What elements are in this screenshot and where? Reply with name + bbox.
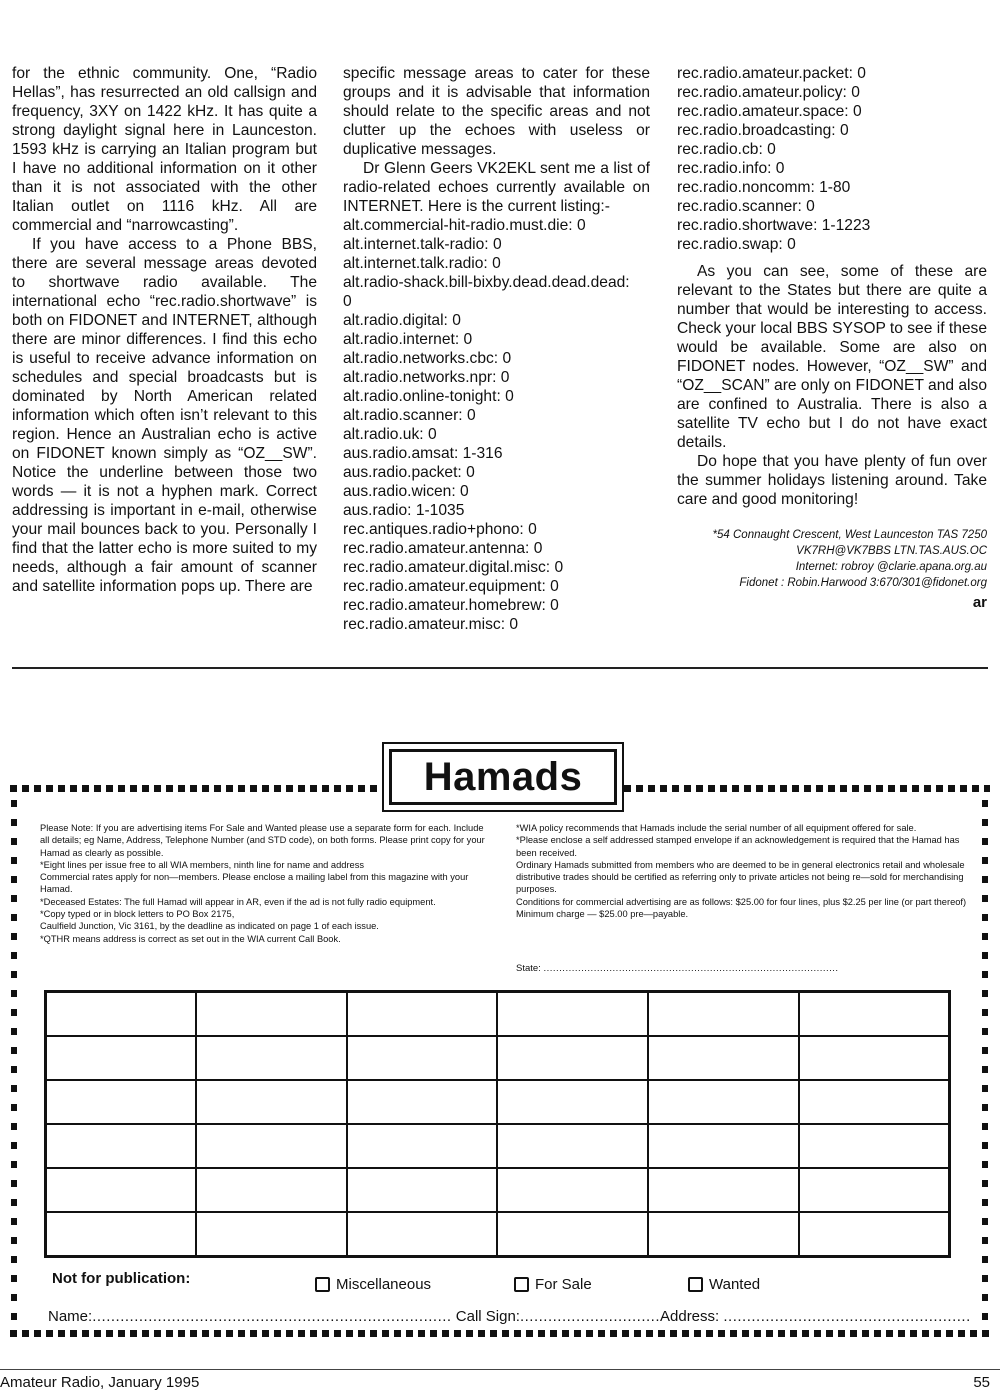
hamads-title-box bbox=[382, 742, 624, 812]
checkbox-wanted[interactable] bbox=[688, 1276, 760, 1293]
instruction-line: Ordinary Hamads submitted from members who are deemed to be in general electronics retail and wholesale distributive trades should be certified as referring only to private articles not being re—sold for merchandising purposes. bbox=[516, 859, 965, 895]
grid-cell[interactable] bbox=[46, 1036, 197, 1080]
grid-cell[interactable] bbox=[196, 1168, 347, 1212]
list-item: rec.radio.amateur.space: 0 bbox=[677, 103, 862, 120]
list-item: rec.radio.amateur.homebrew: 0 bbox=[343, 597, 559, 614]
state-field[interactable] bbox=[516, 963, 839, 974]
publication-info: Amateur Radio, January 1995 bbox=[0, 1374, 200, 1391]
hamads-form bbox=[10, 742, 990, 1337]
grid-cell[interactable] bbox=[196, 1036, 347, 1080]
list-item: rec.radio.noncomm: 1-80 bbox=[677, 179, 851, 196]
end-mark: ar bbox=[972, 594, 987, 611]
page-number: 55 bbox=[973, 1374, 990, 1391]
address-line: *54 Connaught Crescent, West Launceston TAS 7250 bbox=[712, 529, 987, 541]
dashed-border-top-right bbox=[624, 785, 990, 792]
list-item: rec.radio.scanner: 0 bbox=[677, 198, 815, 215]
callsign-input-line[interactable]: .............................. bbox=[519, 1308, 660, 1325]
instruction-line: Caulfield Junction, Vic 3161, by the deadline as indicated on page 1 of each issue. bbox=[40, 921, 379, 932]
list-item: alt.radio.online-tonight: 0 bbox=[343, 388, 514, 405]
address-line: Internet: robroy @clarie.apana.org.au bbox=[795, 561, 987, 573]
grid-cell[interactable] bbox=[799, 1036, 950, 1080]
grid-cell[interactable] bbox=[347, 1124, 498, 1168]
grid-cell[interactable] bbox=[46, 1124, 197, 1168]
callsign-label: Call Sign: bbox=[455, 1308, 520, 1325]
list-item: alt.radio.networks.cbc: 0 bbox=[343, 350, 512, 367]
dashed-border-bottom bbox=[10, 1330, 990, 1337]
list-item: aus.radio: 1-1035 bbox=[343, 502, 465, 519]
list-item: rec.radio.amateur.policy: 0 bbox=[677, 84, 860, 101]
grid-cell[interactable] bbox=[196, 1080, 347, 1124]
list-item: rec.radio.amateur.equipment: 0 bbox=[343, 578, 559, 595]
paragraph: Do hope that you have plenty of fun over the summer holidays listening around. Take care and good monitoring! bbox=[677, 453, 987, 508]
dashed-border-top-left bbox=[10, 785, 378, 792]
list-item: rec.radio.swap: 0 bbox=[677, 236, 796, 253]
list-item: rec.radio.cb: 0 bbox=[677, 141, 776, 158]
checkbox-icon[interactable] bbox=[514, 1277, 529, 1292]
instruction-line: *Deceased Estates: The full Hamad will appear in AR, even if the ad is not fully radio equipment. bbox=[40, 896, 436, 907]
grid-cell[interactable] bbox=[799, 992, 950, 1037]
instruction-line: Commercial rates apply for non—members. Please enclose a mailing label from this magazine with your Hamad. bbox=[40, 872, 469, 895]
list-item: rec.antiques.radio+phono: 0 bbox=[343, 521, 537, 538]
instructions-left bbox=[40, 822, 495, 945]
contact-fields-row bbox=[48, 1308, 971, 1325]
grid-cell[interactable] bbox=[46, 992, 197, 1037]
list-item: rec.radio.shortwave: 1-1223 bbox=[677, 217, 871, 234]
grid-cell[interactable] bbox=[497, 1124, 648, 1168]
grid-cell[interactable] bbox=[648, 1212, 799, 1257]
list-item: aus.radio.wicen: 0 bbox=[343, 483, 469, 500]
ad-entry-grid bbox=[44, 990, 951, 1258]
grid-cell[interactable] bbox=[347, 992, 498, 1037]
checkbox-label: Miscellaneous bbox=[336, 1276, 432, 1293]
article-column-3 bbox=[677, 64, 987, 612]
dashed-border-right bbox=[982, 800, 988, 1330]
hamads-title: Hamads bbox=[389, 749, 617, 805]
grid-cell[interactable] bbox=[347, 1168, 498, 1212]
author-address bbox=[677, 527, 987, 591]
list-item: alt.internet.talk.radio: 0 bbox=[343, 255, 501, 272]
grid-cell[interactable] bbox=[347, 1212, 498, 1257]
grid-cell[interactable] bbox=[799, 1080, 950, 1124]
list-item: alt.commercial-hit-radio.must.die: 0 bbox=[343, 217, 586, 234]
grid-cell[interactable] bbox=[648, 1036, 799, 1080]
address-label: Address: bbox=[660, 1308, 720, 1325]
list-item: rec.radio.amateur.misc: 0 bbox=[343, 616, 519, 633]
echo-list bbox=[677, 64, 987, 254]
grid-cell[interactable] bbox=[799, 1124, 950, 1168]
instruction-line: *Eight lines per issue free to all WIA members, ninth line for name and address bbox=[40, 859, 365, 870]
checkbox-label: For Sale bbox=[535, 1276, 592, 1293]
grid-cell[interactable] bbox=[196, 992, 347, 1037]
list-item: 0 bbox=[343, 293, 352, 310]
grid-cell[interactable] bbox=[46, 1212, 197, 1257]
article-column-1 bbox=[12, 64, 317, 596]
instruction-line: Please Note: If you are advertising items For Sale and Wanted please use a separate form for each. Include all details; eg Name, Address, Telephone Number (and STD code), on both forms. Please print copy for your Hamad as clearly as possible. bbox=[40, 823, 485, 858]
checkbox-for-sale[interactable] bbox=[514, 1276, 592, 1293]
dashed-border-left bbox=[11, 800, 17, 1330]
list-item: alt.radio-shack.bill-bixby.dead.dead.dead: bbox=[343, 274, 630, 291]
list-item: alt.radio.scanner: 0 bbox=[343, 407, 476, 424]
grid-cell[interactable] bbox=[648, 1168, 799, 1212]
paragraph: specific message areas to cater for these groups and it is advisable that information should relate to the specific areas and not clutter up the echoes with useless or duplicative messages. bbox=[343, 65, 650, 158]
not-for-publication-label: Not for publication: bbox=[52, 1270, 191, 1287]
list-item: alt.radio.uk: 0 bbox=[343, 426, 437, 443]
grid-cell[interactable] bbox=[497, 1212, 648, 1257]
grid-cell[interactable] bbox=[196, 1124, 347, 1168]
name-label: Name: bbox=[48, 1308, 93, 1325]
grid-cell[interactable] bbox=[196, 1212, 347, 1257]
article-column-2 bbox=[343, 64, 650, 634]
address-line: Fidonet : Robin.Harwood 3:670/301@fidonet.org bbox=[739, 577, 987, 589]
state-label: State: bbox=[516, 963, 541, 974]
grid-cell[interactable] bbox=[347, 1080, 498, 1124]
instruction-line: *WIA policy recommends that Hamads include the serial number of all equipment offered for sale. bbox=[516, 823, 917, 833]
list-item: alt.radio.digital: 0 bbox=[343, 312, 461, 329]
checkbox-miscellaneous[interactable] bbox=[315, 1276, 431, 1293]
list-item: rec.radio.broadcasting: 0 bbox=[677, 122, 849, 139]
checkbox-icon[interactable] bbox=[688, 1277, 703, 1292]
grid-cell[interactable] bbox=[799, 1212, 950, 1257]
grid-cell[interactable] bbox=[46, 1080, 197, 1124]
grid-cell[interactable] bbox=[497, 1080, 648, 1124]
list-item: alt.radio.networks.npr: 0 bbox=[343, 369, 510, 386]
address-line: VK7RH@VK7BBS LTN.TAS.AUS.OC bbox=[796, 545, 987, 557]
instruction-line: Conditions for commercial advertising are as follows: $25.00 for four lines, plus $2.25 per line (or part thereof) Minimum charge — $25.00 pre—payable. bbox=[516, 896, 967, 920]
checkbox-icon[interactable] bbox=[315, 1277, 330, 1292]
paragraph: for the ethnic community. One, “Radio Hellas”, has resurrected an old callsign and frequency, 3XY on 1422 kHz. It has quite a strong daylight signal here in Launceston. 1593 kHz is carrying an Italian program but I have no additional information on it other than it is not associated with the other Italian outlet on 1116 kHz. All are commercial and “narrowcasting”. bbox=[12, 65, 317, 234]
list-item: rec.radio.info: 0 bbox=[677, 160, 785, 177]
instruction-line: *Copy typed or in block letters to PO Box 2175, bbox=[40, 909, 235, 920]
section-divider bbox=[12, 667, 988, 669]
instruction-line: *QTHR means address is correct as set out in the WIA current Call Book. bbox=[40, 933, 341, 944]
address-input-line[interactable]: ..................................................... bbox=[723, 1308, 971, 1325]
paragraph: Dr Glenn Geers VK2EKL sent me a list of radio-related echoes currently available on INTERNET. Here is the current listing:- bbox=[343, 160, 650, 215]
grid-cell[interactable] bbox=[347, 1036, 498, 1080]
list-item: aus.radio.amsat: 1-316 bbox=[343, 445, 503, 462]
grid-cell[interactable] bbox=[648, 992, 799, 1037]
paragraph: If you have access to a Phone BBS, there are several message areas devoted to shortwave radio available. The international echo “rec.radio.shortwave” is both on FIDONET and INTERNET, although there are minor differences. I find this echo is useful to receive advance information on schedules and special broadcasts but is dominated by North American related information which often isn’t relevant to this region. Hence an Australian echo is active on FIDONET known simply as “OZ__SW”. Notice the underline between those two words — it is not a hyphen mark. Correct addressing is important in e-mail, otherwise your mail bounces back to you. Personally I find that the latter echo is more suited to my needs, although a fair amount of scanner and satellite information pops up. There are bbox=[12, 236, 317, 595]
name-input-line[interactable]: ............................................................................. bbox=[92, 1308, 452, 1325]
list-item: rec.radio.amateur.antenna: 0 bbox=[343, 540, 543, 557]
list-item: aus.radio.packet: 0 bbox=[343, 464, 475, 481]
instructions-right bbox=[516, 822, 972, 920]
footer-divider bbox=[0, 1369, 1000, 1370]
grid-cell[interactable] bbox=[497, 992, 648, 1037]
grid-cell[interactable] bbox=[497, 1168, 648, 1212]
list-item: rec.radio.amateur.packet: 0 bbox=[677, 65, 866, 82]
paragraph: As you can see, some of these are relevant to the States but there are quite a number that would be interesting to access. Check your local BBS SYSOP to see if these would be available. Some are also on FIDONET nodes. However, “OZ__SW” and “OZ__SCAN” are only on FIDONET and also are confined to Australia. There is also a satellite TV echo but I do not have exact details. bbox=[677, 263, 988, 451]
state-input-line[interactable]: .............................................................................................. bbox=[543, 963, 839, 974]
grid-cell[interactable] bbox=[648, 1124, 799, 1168]
grid-cell[interactable] bbox=[648, 1080, 799, 1124]
grid-cell[interactable] bbox=[799, 1168, 950, 1212]
checkbox-label: Wanted bbox=[709, 1276, 761, 1293]
instruction-line: *Please enclose a self addressed stamped envelope if an acknowledgement is required that the Hamad has been received. bbox=[516, 835, 960, 858]
grid-cell[interactable] bbox=[497, 1036, 648, 1080]
list-item: alt.radio.internet: 0 bbox=[343, 331, 473, 348]
grid-cell[interactable] bbox=[46, 1168, 197, 1212]
list-item: alt.internet.talk-radio: 0 bbox=[343, 236, 502, 253]
echo-list bbox=[343, 216, 650, 634]
list-item: rec.radio.amateur.digital.misc: 0 bbox=[343, 559, 564, 576]
